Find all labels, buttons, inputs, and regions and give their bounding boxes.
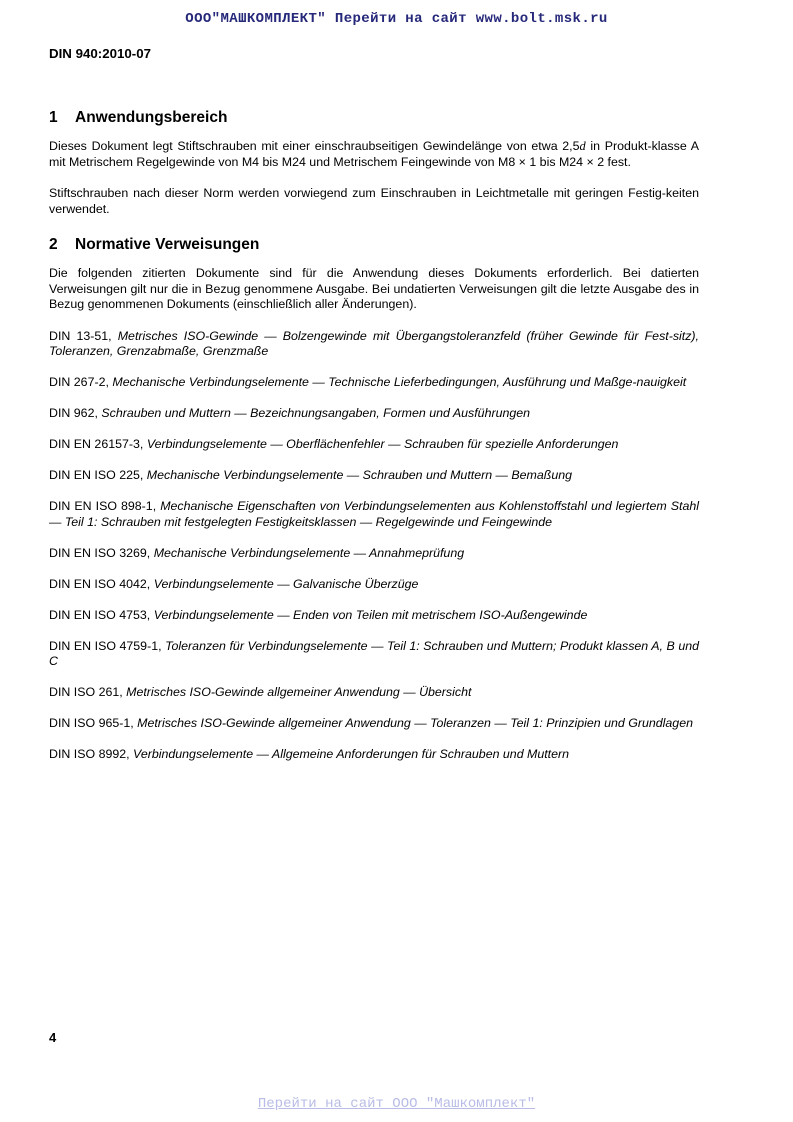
reference-code: DIN EN ISO 225,	[49, 468, 144, 482]
reference-entry	[49, 546, 699, 562]
reference-code: DIN EN 26157-3,	[49, 437, 144, 451]
reference-entry	[49, 608, 699, 624]
reference-entry	[49, 406, 699, 422]
section-1-heading	[49, 108, 699, 128]
reference-entry	[49, 499, 699, 530]
reference-entry	[49, 639, 699, 670]
document-id: DIN 940:2010-07	[49, 46, 152, 61]
reference-code: DIN EN ISO 4759-1,	[49, 638, 162, 653]
reference-entry	[49, 375, 699, 391]
reference-title: Mechanische Verbindungselemente — Schrauben und Muttern — Bemaßung	[146, 468, 572, 482]
reference-entry	[49, 437, 699, 453]
reference-code: DIN 267-2,	[49, 375, 109, 389]
reference-title: Metrisches ISO-Gewinde allgemeiner Anwendung — Toleranzen — Teil 1: Prinzipien und Grundlagen	[137, 716, 693, 730]
section-2-intro: Die folgenden zitierten Dokumente sind für die Anwendung dieses Dokuments erforderlich. Bei datierten Verweisungen gilt nur die in Bezug genommene Ausgabe. Bei undatierten Verweisungen gilt die letzte Ausgabe des in Bezug genommenen Dokuments (einschließlich aller Änderungen).	[49, 266, 699, 311]
normative-reference-list	[49, 329, 699, 763]
top-banner-link[interactable]: ООО"МАШКОМПЛЕКТ" Перейти на сайт www.bolt.msk.ru	[185, 11, 608, 27]
reference-title: Schrauben und Muttern — Bezeichnungsangaben, Formen und Ausführungen	[101, 406, 531, 420]
reference-code: DIN ISO 8992,	[49, 747, 130, 761]
reference-title: Verbindungselemente — Enden von Teilen mit metrischem ISO-Außengewinde	[153, 607, 588, 622]
reference-code: DIN ISO 965-1,	[49, 716, 134, 730]
reference-code: DIN EN ISO 4042,	[49, 576, 151, 591]
section-1-paragraph-2: Stiftschrauben nach dieser Norm werden vorwiegend zum Einschrauben in Leichtmetalle mit geringen Festig-keiten verwendet.	[49, 186, 699, 216]
reference-title: Mechanische Verbindungselemente — Technische Lieferbedingungen, Ausführung und Maßge-nauigkeit	[112, 375, 687, 389]
reference-title: Mechanische Eigenschaften von Verbindungselementen aus Kohlenstoffstahl und legiertem Stahl — Teil 1: Schrauben mit festgelegten Festigkeitsklassen — Regelgewinde und Feingewinde	[49, 499, 699, 529]
reference-code: DIN EN ISO 3269,	[49, 545, 151, 560]
page-number: 4	[49, 1030, 57, 1045]
reference-title: Metrisches ISO-Gewinde — Bolzengewinde mit Übergangstoleranzfeld (früher Gewinde für Fest-sitz), Toleranzen, Grenzabmaße, Grenzmaße	[49, 328, 699, 358]
section-2-heading	[49, 235, 699, 255]
reference-code: DIN EN ISO 4753,	[49, 607, 151, 622]
reference-code: DIN 13-51,	[49, 328, 112, 343]
section-2-number: 2	[49, 236, 58, 253]
section-1-paragraph-1	[49, 139, 699, 170]
para-1-text-a: Dieses Dokument legt Stiftschrauben mit einer einschraubseitigen Gewindelänge von etwa 2,5	[49, 139, 580, 153]
reference-entry	[49, 468, 699, 484]
reference-title: Verbindungselemente — Galvanische Überzüge	[153, 576, 419, 591]
reference-code: DIN EN ISO 898-1,	[49, 499, 157, 513]
para-1-text-b: in Produkt-klasse A mit Metrischem Regelgewinde von M4 bis M24 und Metrischem Feingewinde von M8 × 1 bis M24 × 2 fest.	[49, 139, 699, 169]
section-2-title: Normative Verweisungen	[75, 236, 260, 253]
reference-entry	[49, 685, 699, 701]
reference-code: DIN ISO 261,	[49, 685, 123, 699]
document-body	[49, 108, 699, 778]
reference-entry	[49, 329, 699, 360]
diameter-symbol: d	[579, 139, 586, 153]
reference-title: Verbindungselemente — Oberflächenfehler — Schrauben für spezielle Anforderungen	[146, 437, 619, 451]
section-1-number: 1	[49, 109, 58, 126]
reference-title: Toleranzen für Verbindungselemente — Teil 1: Schrauben und Muttern; Produkt klassen A, B und C	[49, 638, 700, 668]
section-1-title: Anwendungsbereich	[75, 109, 228, 126]
footer-site-link[interactable]: Перейти на сайт ООО "Машкомплект"	[257, 1096, 536, 1112]
reference-title: Verbindungselemente — Allgemeine Anforderungen für Schrauben und Muttern	[133, 747, 570, 761]
reference-entry	[49, 716, 699, 732]
reference-title: Mechanische Verbindungselemente — Annahmeprüfung	[153, 545, 465, 560]
reference-entry	[49, 577, 699, 593]
reference-code: DIN 962,	[49, 406, 98, 420]
reference-entry	[49, 747, 699, 763]
reference-title: Metrisches ISO-Gewinde allgemeiner Anwendung — Übersicht	[126, 685, 472, 699]
